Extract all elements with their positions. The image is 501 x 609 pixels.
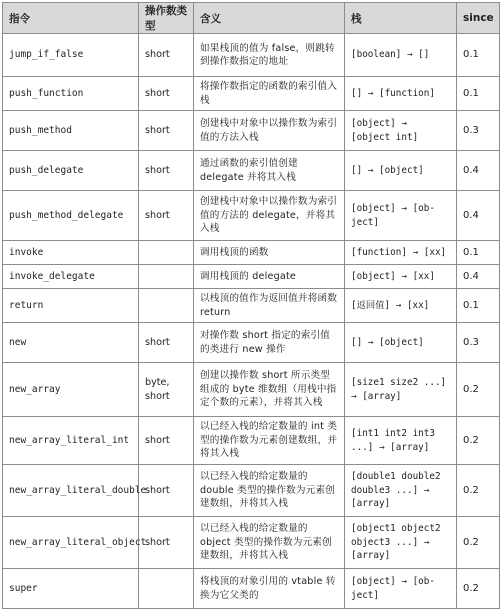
operand-type-cell: short: [139, 151, 194, 191]
table-row: [3, 517, 500, 569]
table-row: [3, 111, 500, 151]
since-cell: 0.1: [457, 241, 500, 265]
table-row: [3, 34, 500, 77]
instruction-cell: new_array_literal_object: [3, 517, 139, 569]
since-cell: 0.1: [457, 34, 500, 77]
instruction-cell: return: [3, 289, 139, 323]
table-row: [3, 465, 500, 517]
stack-cell: [object1 object2 object3 ...] → [array]: [345, 517, 457, 569]
meaning-cell: 以已经入栈的给定数量的 object 类型的操作数为元素创建数组，并将其入栈: [194, 517, 345, 569]
meaning-cell: 如果栈顶的值为 false，则跳转到操作数指定的地址: [194, 34, 345, 77]
header-stack: 栈: [345, 3, 457, 34]
stack-cell: [boolean] → []: [345, 34, 457, 77]
stack-cell: [object] → [ob-ject]: [345, 191, 457, 241]
since-cell: 0.2: [457, 465, 500, 517]
stack-cell: [size1 size2 ...] → [array]: [345, 363, 457, 417]
instruction-cell: invoke: [3, 241, 139, 265]
instruction-cell: super: [3, 569, 139, 609]
instruction-cell: new_array_literal_double: [3, 465, 139, 517]
table-row: [3, 265, 500, 289]
header-instruction: 指令: [3, 3, 139, 34]
table-row: [3, 363, 500, 417]
operand-type-cell: byte, short: [139, 363, 194, 417]
instruction-cell: new_array_literal_int: [3, 417, 139, 465]
meaning-cell: 以已经入栈的给定数量的 double 类型的操作数为元素创建数组，并将其入栈: [194, 465, 345, 517]
stack-cell: [function] → [xx]: [345, 241, 457, 265]
instruction-cell: push_method: [3, 111, 139, 151]
since-cell: 0.2: [457, 569, 500, 609]
operand-type-cell: short: [139, 465, 194, 517]
opcode-table: [2, 2, 500, 609]
since-cell: 0.4: [457, 191, 500, 241]
table-row: [3, 289, 500, 323]
operand-type-cell: short: [139, 323, 194, 363]
stack-cell: [] → [object]: [345, 151, 457, 191]
since-cell: 0.3: [457, 111, 500, 151]
since-cell: 0.1: [457, 289, 500, 323]
operand-type-cell: short: [139, 517, 194, 569]
operand-type-cell: short: [139, 111, 194, 151]
meaning-cell: 对操作数 short 指定的索引值的类进行 new 操作: [194, 323, 345, 363]
table-row: [3, 151, 500, 191]
header-operand-type: 操作数类型: [139, 3, 194, 34]
header-since: since: [457, 3, 500, 34]
meaning-cell: 创建栈中对象中以操作数为索引值的方法入栈: [194, 111, 345, 151]
since-cell: 0.1: [457, 77, 500, 111]
table-row: [3, 241, 500, 265]
operand-type-cell: short: [139, 77, 194, 111]
operand-type-cell: [139, 569, 194, 609]
instruction-cell: new: [3, 323, 139, 363]
meaning-cell: 将栈顶的对象引用的 vtable 转换为它父类的: [194, 569, 345, 609]
instruction-cell: invoke_delegate: [3, 265, 139, 289]
meaning-cell: 调用栈顶的 delegate: [194, 265, 345, 289]
since-cell: 0.4: [457, 151, 500, 191]
stack-cell: [object] → [ob-ject]: [345, 569, 457, 609]
table-row: [3, 77, 500, 111]
operand-type-cell: [139, 289, 194, 323]
since-cell: 0.2: [457, 363, 500, 417]
since-cell: 0.4: [457, 265, 500, 289]
table-row: [3, 191, 500, 241]
meaning-cell: 调用栈顶的函数: [194, 241, 345, 265]
header-meaning: 含义: [194, 3, 345, 34]
instruction-cell: jump_if_false: [3, 34, 139, 77]
operand-type-cell: short: [139, 34, 194, 77]
table-row: [3, 569, 500, 609]
stack-cell: [object] → [xx]: [345, 265, 457, 289]
operand-type-cell: [139, 265, 194, 289]
meaning-cell: 创建以操作数 short 所示类型组成的 byte 维数组（用栈中指定个数的元素），并将其入栈: [194, 363, 345, 417]
meaning-cell: 通过函数的索引值创建 delegate 并将其入栈: [194, 151, 345, 191]
table-row: [3, 417, 500, 465]
header-row: [3, 3, 500, 34]
since-cell: 0.2: [457, 517, 500, 569]
operand-type-cell: short: [139, 191, 194, 241]
meaning-cell: 以已经入栈的给定数量的 int 类型的操作数为元素创建数组，并将其入栈: [194, 417, 345, 465]
since-cell: 0.2: [457, 417, 500, 465]
stack-cell: [double1 double2 double3 ...] → [array]: [345, 465, 457, 517]
instruction-cell: push_delegate: [3, 151, 139, 191]
since-cell: 0.3: [457, 323, 500, 363]
table-row: [3, 323, 500, 363]
stack-cell: [返回值] → [xx]: [345, 289, 457, 323]
stack-cell: [] → [object]: [345, 323, 457, 363]
stack-cell: [object] → [object int]: [345, 111, 457, 151]
stack-cell: [] → [function]: [345, 77, 457, 111]
meaning-cell: 创建栈中对象中以操作数为索引值的方法的 delegate，并将其入栈: [194, 191, 345, 241]
operand-type-cell: short: [139, 417, 194, 465]
stack-cell: [int1 int2 int3 ...] → [array]: [345, 417, 457, 465]
meaning-cell: 将操作数指定的函数的索引值入栈: [194, 77, 345, 111]
operand-type-cell: [139, 241, 194, 265]
instruction-cell: push_method_delegate: [3, 191, 139, 241]
meaning-cell: 以栈顶的值作为返回值并将函数 return: [194, 289, 345, 323]
instruction-cell: push_function: [3, 77, 139, 111]
instruction-cell: new_array: [3, 363, 139, 417]
